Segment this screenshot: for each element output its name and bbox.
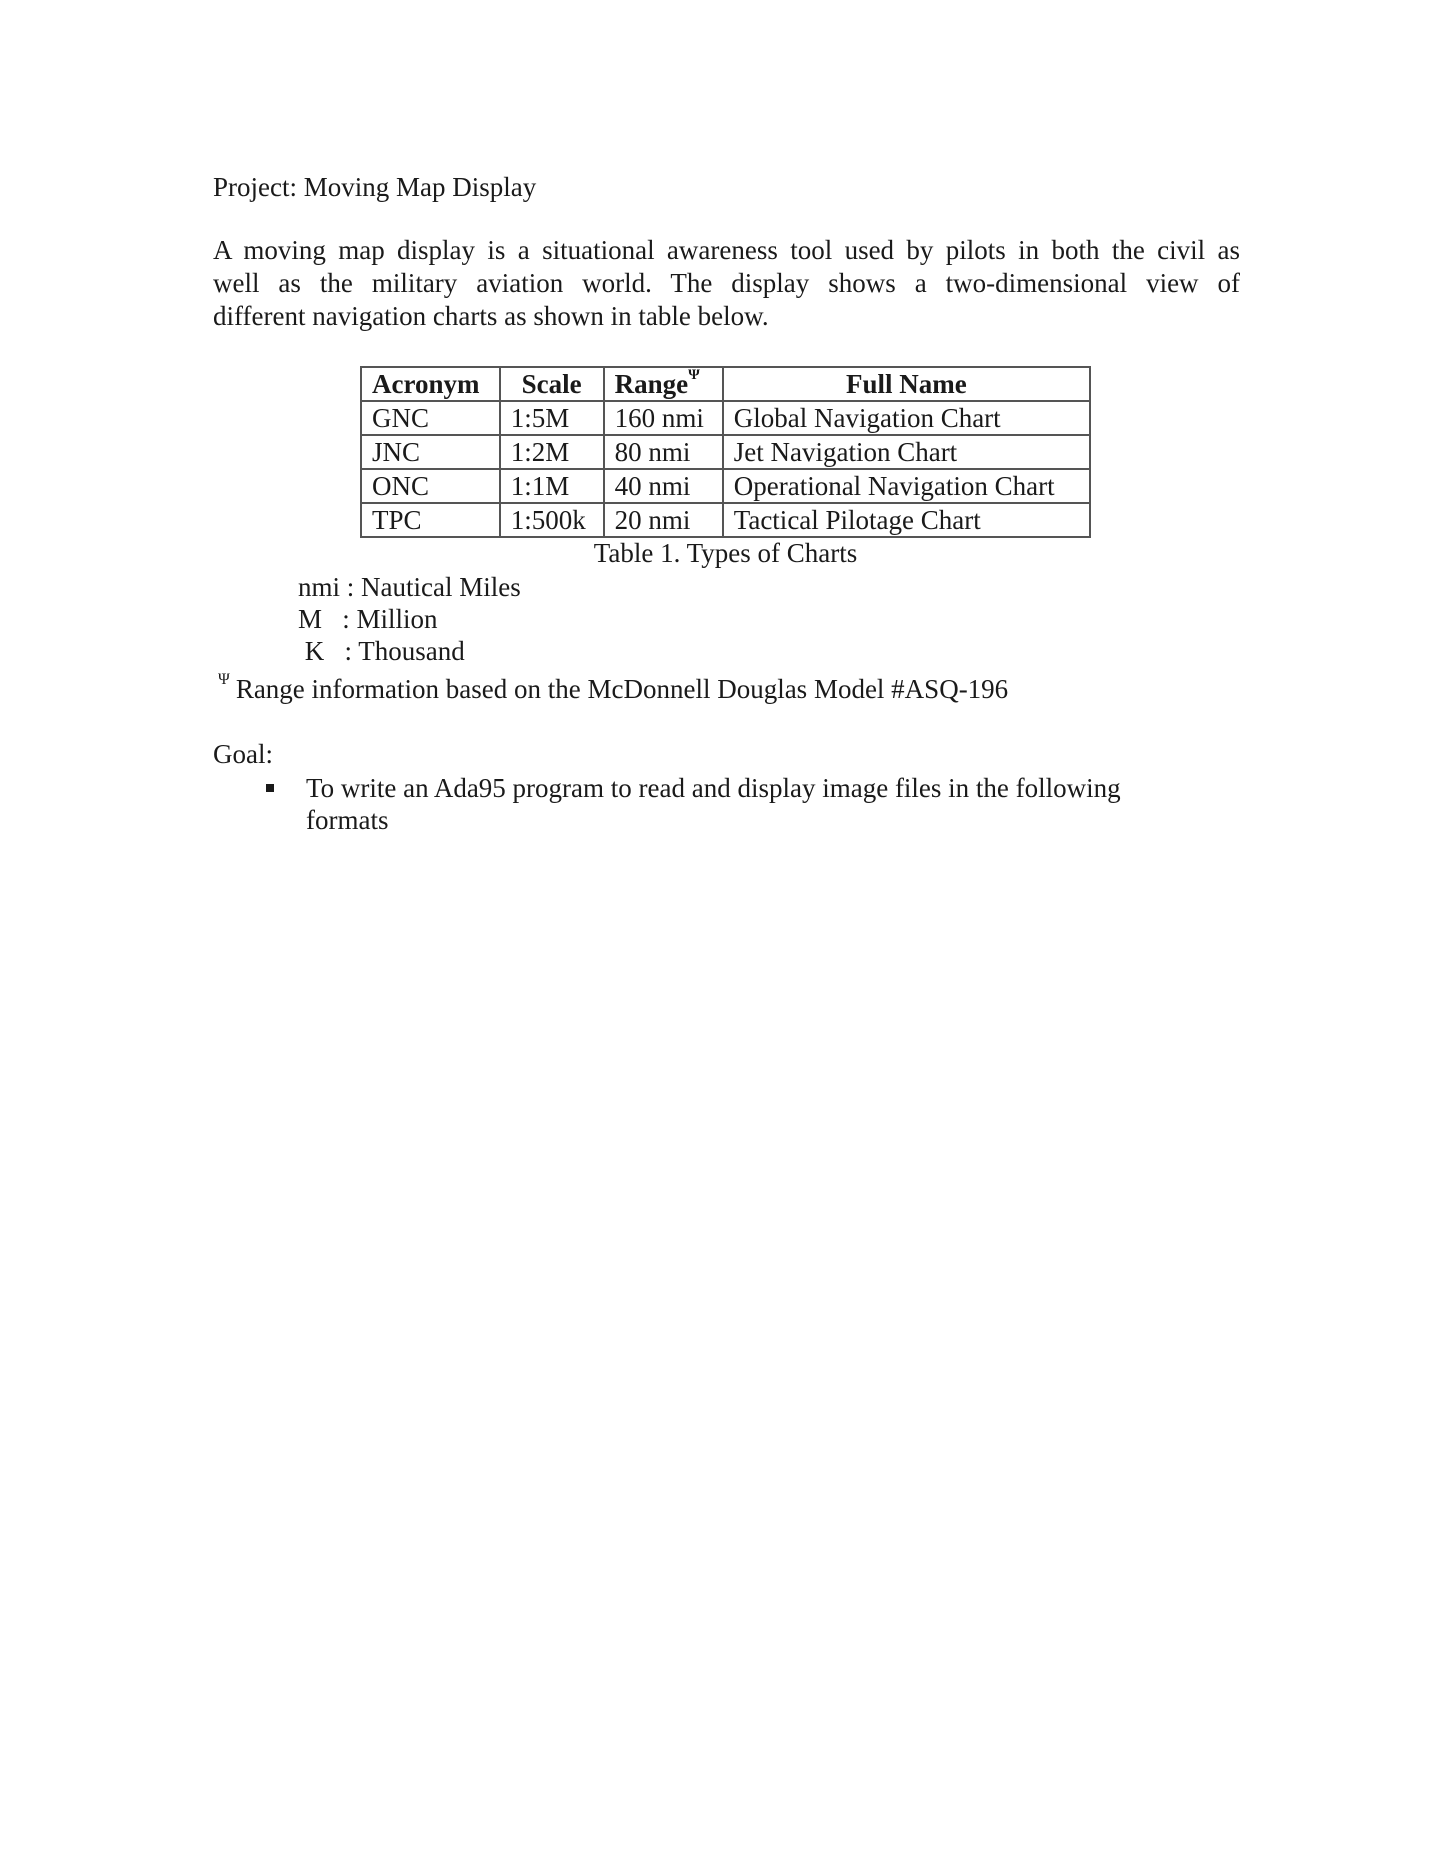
cell-scale: 1:5M xyxy=(500,401,604,435)
cell-acronym: GNC xyxy=(361,401,500,435)
list-item xyxy=(262,772,1202,836)
abbreviation-legend xyxy=(298,571,521,667)
square-bullet-icon xyxy=(266,784,274,792)
cell-scale: 1:2M xyxy=(500,435,604,469)
intro-line: well as the military aviation world. The display shows a two-dimensional view of xyxy=(213,268,1240,298)
cell-full-name: Tactical Pilotage Chart xyxy=(723,503,1090,537)
header-full-name: Full Name xyxy=(723,367,1090,401)
cell-full-name: Jet Navigation Chart xyxy=(723,435,1090,469)
chart-types-table xyxy=(360,366,1091,538)
psi-marker: Ψ xyxy=(688,367,700,383)
cell-full-name: Global Navigation Chart xyxy=(723,401,1090,435)
project-title: Project: Moving Map Display xyxy=(213,172,537,202)
goal-heading: Goal: xyxy=(213,739,273,769)
header-range-label: Range xyxy=(614,369,689,399)
goal-list xyxy=(262,772,1202,836)
header-scale: Scale xyxy=(500,367,604,401)
cell-range: 40 nmi xyxy=(604,469,723,503)
cell-acronym: ONC xyxy=(361,469,500,503)
cell-full-name: Operational Navigation Chart xyxy=(723,469,1090,503)
cell-range: 160 nmi xyxy=(604,401,723,435)
range-footnote xyxy=(218,672,1008,706)
legend-item: M : Million xyxy=(298,604,438,634)
intro-paragraph xyxy=(213,234,1240,333)
header-range xyxy=(604,367,723,401)
legend-item: K : Thousand xyxy=(298,636,465,666)
table-header-row xyxy=(361,367,1090,401)
table-row xyxy=(361,401,1090,435)
cell-acronym: JNC xyxy=(361,435,500,469)
cell-range: 80 nmi xyxy=(604,435,723,469)
table-row xyxy=(361,469,1090,503)
cell-acronym: TPC xyxy=(361,503,500,537)
table-row xyxy=(361,503,1090,537)
footnote-text: Range information based on the McDonnell Douglas Model #ASQ-196 xyxy=(235,674,1009,704)
cell-scale: 1:1M xyxy=(500,469,604,503)
cell-scale: 1:500k xyxy=(500,503,604,537)
list-item-text: To write an Ada95 program to read and display image files in the following formats xyxy=(306,773,1121,835)
cell-range: 20 nmi xyxy=(604,503,723,537)
table-caption: Table 1. Types of Charts xyxy=(593,538,858,568)
legend-item: nmi : Nautical Miles xyxy=(298,572,521,602)
table-row xyxy=(361,435,1090,469)
psi-symbol: Ψ xyxy=(218,671,230,688)
intro-line: A moving map display is a situational awareness tool used by pilots in both the civil as xyxy=(213,235,1240,265)
header-acronym: Acronym xyxy=(361,367,500,401)
intro-line: different navigation charts as shown in table below. xyxy=(213,301,769,331)
